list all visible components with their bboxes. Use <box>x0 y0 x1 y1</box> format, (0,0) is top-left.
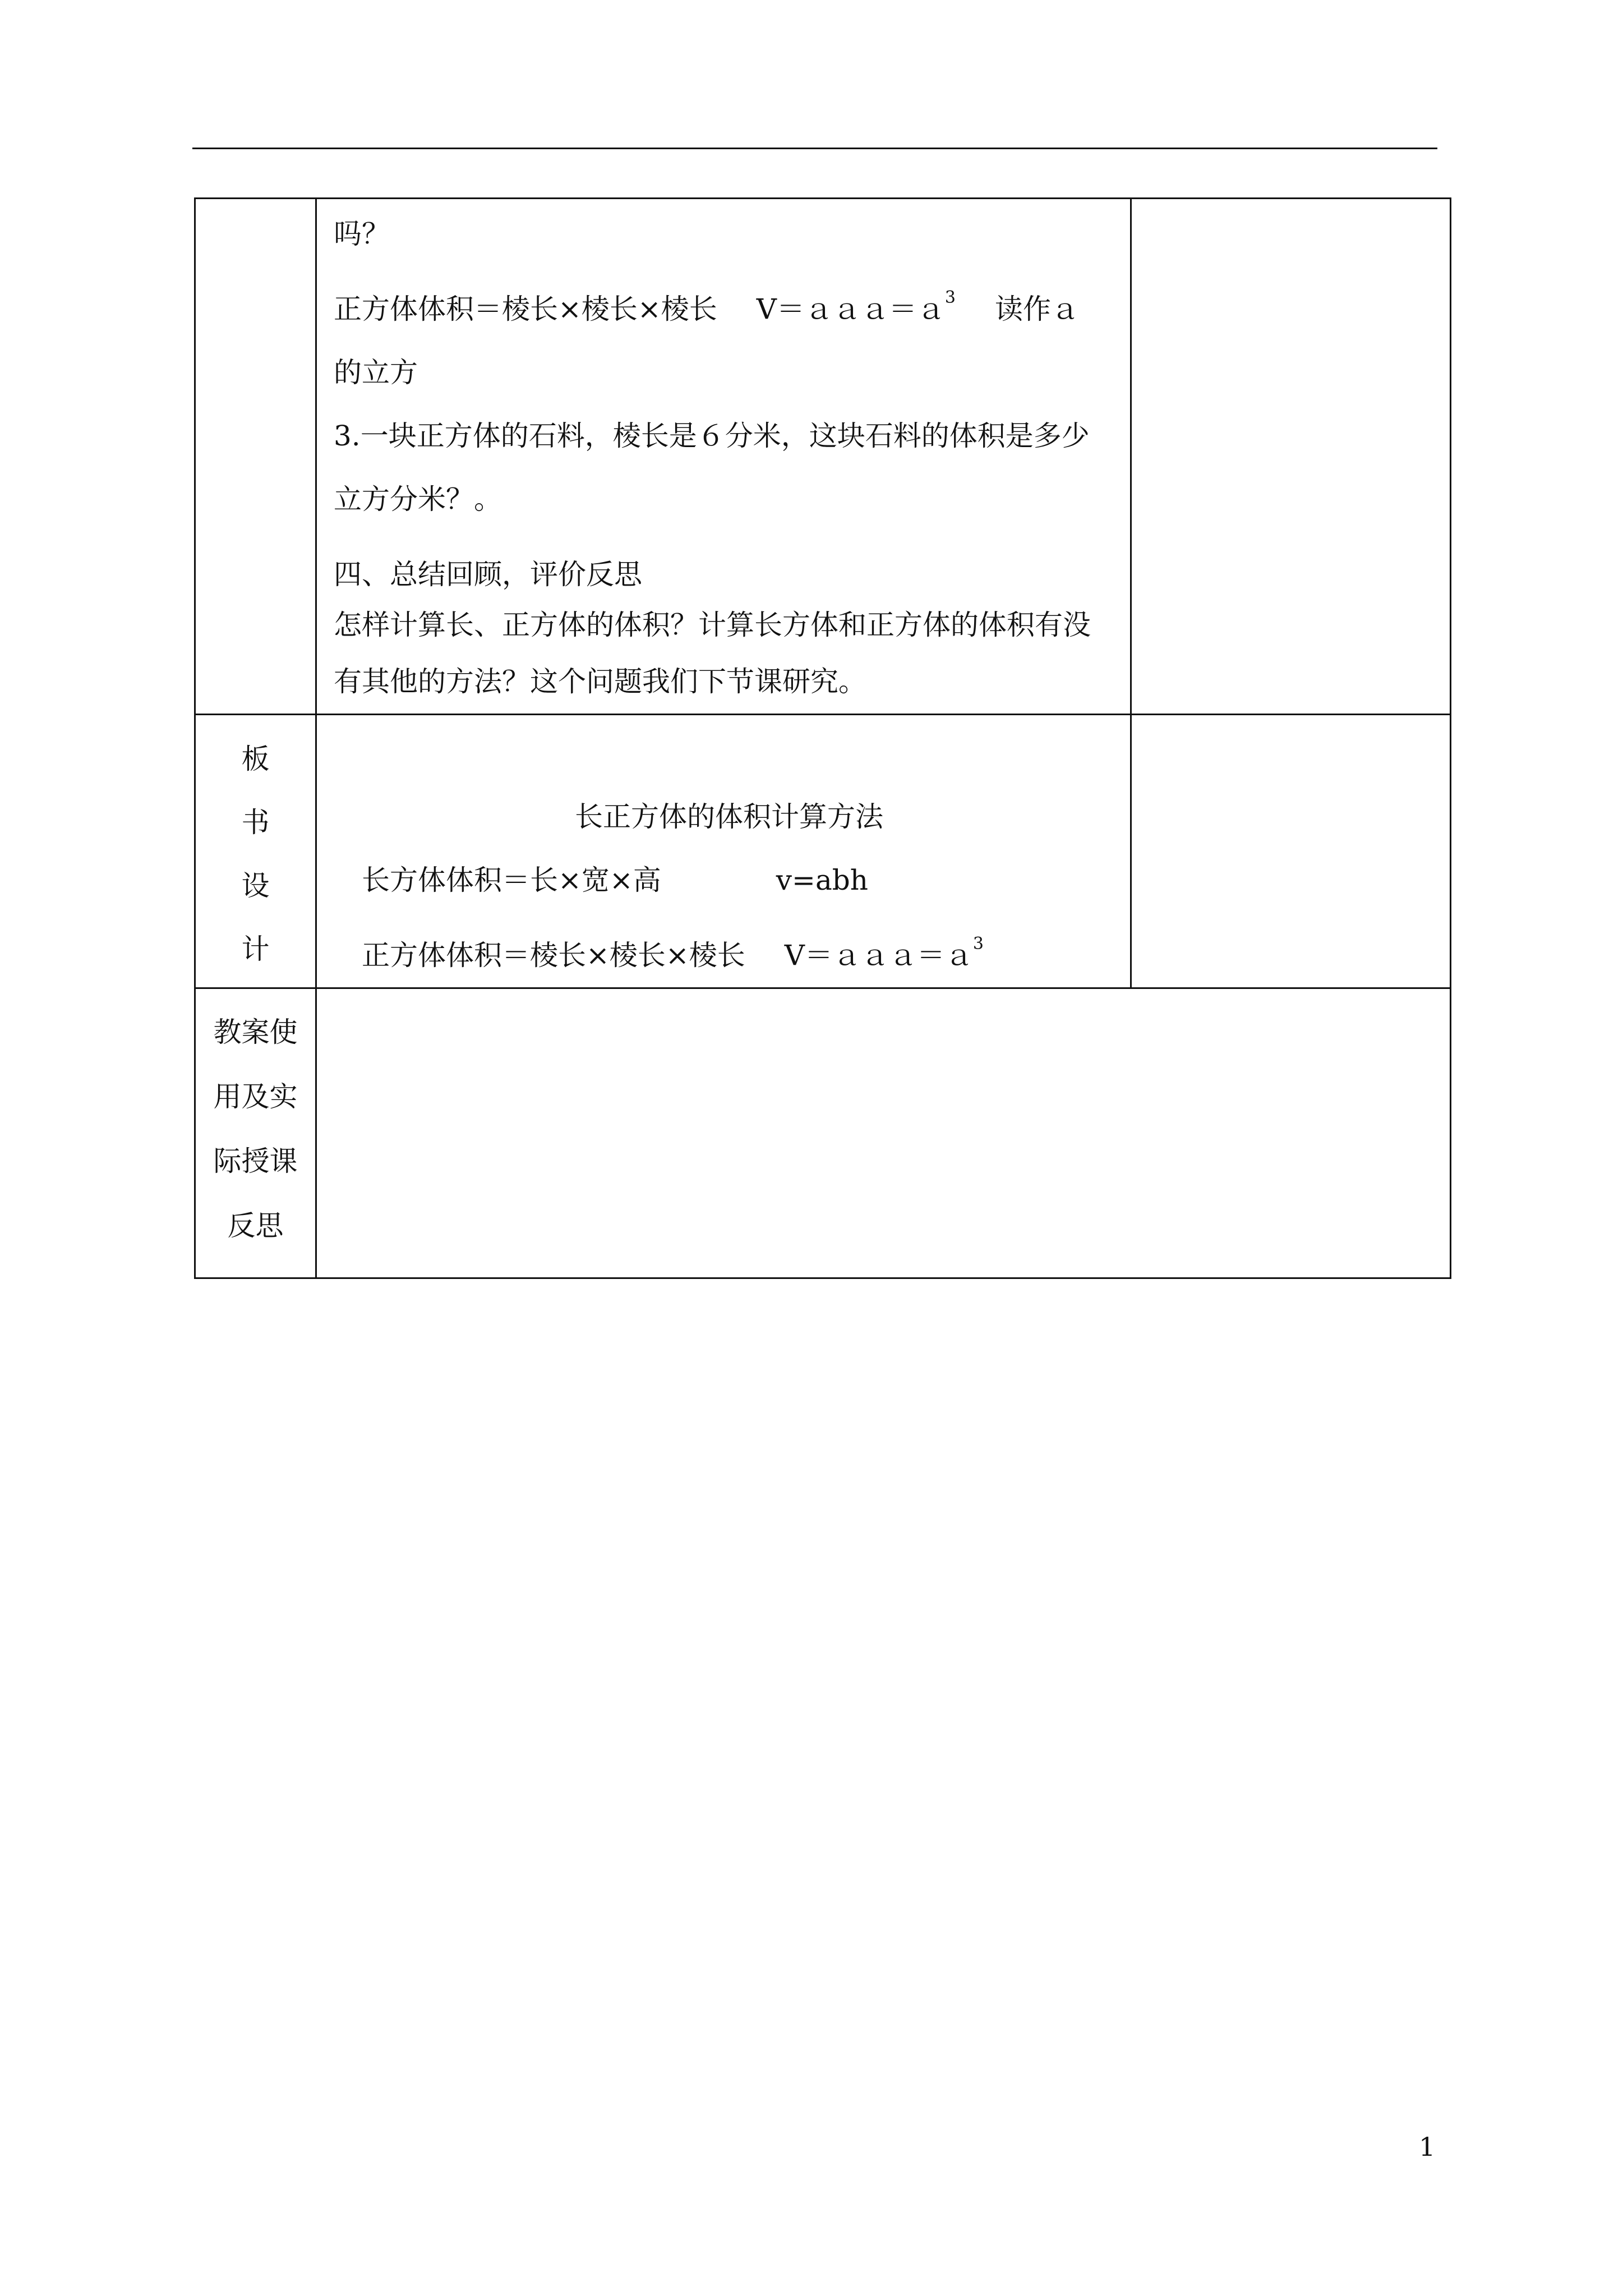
reflection-content-cell <box>316 988 1451 1278</box>
summary-line-1: 怎样计算长、正方体的体积？计算长方体和正方体的体积有没 <box>334 609 1091 641</box>
page-number: 1 <box>1419 2132 1436 2162</box>
board-label-char: 书 <box>241 806 270 839</box>
board-design-content-cell <box>316 715 1131 988</box>
summary-heading: 四、总结回顾，评价反思 <box>334 558 642 591</box>
header-rule <box>192 148 1437 149</box>
cube-volume-formula: 正方体体积＝棱长×棱长×棱长 V＝ａａａ＝ａ$^3$ 读作ａ <box>334 288 1079 325</box>
continuation-text: 吗？ <box>334 218 390 250</box>
reflection-label-line: 际授课 <box>213 1145 298 1177</box>
row-label-cell-empty <box>195 199 316 715</box>
teaching-content-cell <box>316 199 1131 715</box>
reflection-label-line: 教案使 <box>213 1016 298 1048</box>
lesson-plan-table <box>194 197 1451 1279</box>
summary-line-2: 有其他的方法？这个问题我们下节课研究。 <box>334 665 866 698</box>
reflection-label-cell <box>195 988 316 1278</box>
reflection-label-line: 反思 <box>227 1209 284 1242</box>
board-design-row <box>195 715 1451 988</box>
board-cuboid-formula: 长方体体积＝长×宽×高 v=abh <box>362 864 868 896</box>
board-notes-cell-empty <box>1131 715 1451 988</box>
exercise-line-1: 3.一块正方体的石料，棱长是６分米，这块石料的体积是多少 <box>334 420 1090 452</box>
reflection-label-line: 用及实 <box>213 1080 298 1113</box>
board-cube-formula: 正方体体积＝棱长×棱长×棱长 V＝ａａａ＝ａ$^3$ <box>362 934 984 972</box>
board-title: 长正方体的体积计算方法 <box>575 800 883 833</box>
teaching-process-row <box>195 199 1451 715</box>
board-label-char: 计 <box>241 933 270 965</box>
board-design-label-cell <box>195 715 316 988</box>
notes-cell-empty <box>1131 199 1451 715</box>
exercise-line-2: 立方分米？。 <box>334 483 502 516</box>
reflection-row <box>195 988 1451 1278</box>
board-label-char: 设 <box>241 869 270 902</box>
cube-formula-read-end: 的立方 <box>334 356 418 389</box>
board-label-char: 板 <box>241 743 270 775</box>
